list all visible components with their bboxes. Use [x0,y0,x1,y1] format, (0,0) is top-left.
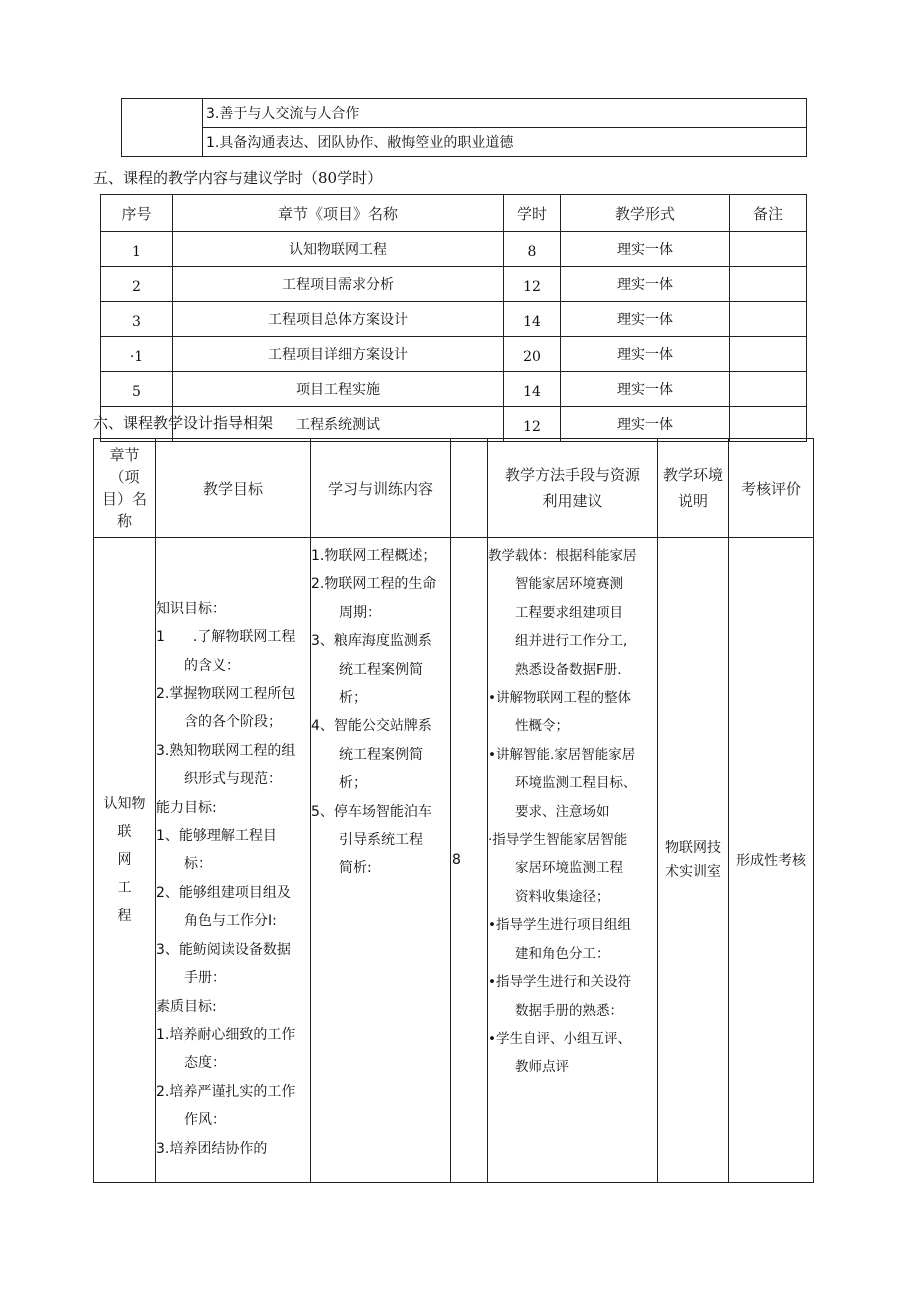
guide-env-line: 术实训室 [665,864,721,880]
schedule-hours: 20 [504,337,561,372]
table-row [101,232,807,267]
guide-content-list [311,542,450,883]
guide-header-assess: 考核评价 [729,439,814,538]
guide-header-method [488,439,658,538]
schedule-no: 2 [101,267,173,302]
guide-chapter-cell [94,538,156,1183]
schedule-hours: 14 [504,372,561,407]
method-line: 教师点评 [488,1059,569,1076]
method-line: 智能家居环境赛测 [488,576,623,593]
schedule-form: 理实一体 [561,232,730,267]
content-line: 5、停车场智能泊车 [311,803,432,820]
content-line: 统工程案例简 [311,746,423,763]
guide-assess-cell: 形成性考核 [729,538,814,1183]
content-line: 简析: [311,860,372,877]
goal-line: 素质目标: [156,998,217,1015]
guide-header-chapter-line: 称 [116,512,132,530]
schedule-form: 理实一体 [561,267,730,302]
goal-line: 1.培养耐心细致的工作 [156,1026,296,1043]
schedule-header-no: 序号 [101,195,173,232]
goal-line: 3.培养团结协作的 [156,1140,268,1157]
section5-title: 五、课程的教学内容与建议学时（80学时） [93,169,383,187]
goal-line: 手册： [156,970,226,987]
guide-header-content: 学习与训练内容 [311,439,451,538]
content-line: 周期： [311,604,381,621]
schedule-hours: 12 [504,407,561,442]
method-line: 熟悉设备数据F册. [488,661,622,678]
schedule-form: 理实一体 [561,302,730,337]
goal-line: 织形式与现范： [156,771,282,788]
schedule-name: 工程系统测试 [173,407,504,442]
goal-line [156,566,310,594]
schedule-name: 认知物联网工程 [173,232,504,267]
method-line: 组并进行工作分工, [488,633,628,650]
guide-goal-cell [156,538,311,1183]
goal-line: 1、能够理解工程目 [156,828,277,845]
goal-line: 作风： [156,1112,226,1129]
schedule-name: 项目工程实施 [173,372,504,407]
top-table-label-cell [122,99,203,157]
guide-header-method-line: 利用建议 [542,492,603,510]
schedule-header-form: 教学形式 [561,195,730,232]
schedule-form: 理实一体 [561,407,730,442]
method-line: 环境监测工程目标、 [488,775,637,792]
method-line: 教学载体：根据科能家居 [488,548,637,564]
method-line: •讲解智能.家居智能家居 [488,746,636,763]
guide-header-row [94,439,814,538]
goal-line: 3、能鲂阅读设备数据 [156,941,291,958]
guide-table [93,438,814,1183]
guide-env-line: 物联网技 [665,840,721,856]
method-line: 建和角色分工： [488,945,610,962]
table-row [101,267,807,302]
table-row [101,302,807,337]
table-row [101,337,807,372]
guide-header-env-line: 说明 [677,492,708,510]
schedule-note [730,372,807,407]
guide-header-goal: 教学目标 [156,439,311,538]
schedule-note [730,302,807,337]
schedule-header-name: 章节《项目》名称 [173,195,504,232]
schedule-form: 理实一体 [561,372,730,407]
schedule-hours: 8 [504,232,561,267]
schedule-note [730,407,807,442]
goal-line: 1 .了解物联网工程 [156,629,296,646]
guide-method-cell [488,538,658,1183]
schedule-header-hours: 学时 [504,195,561,232]
goal-line: 态度： [156,1055,226,1072]
goal-line: 2、能够组建项目组及 [156,884,291,901]
method-line: •讲解物联网工程的整体 [488,690,631,707]
goal-line: 能力目标: [156,799,217,816]
goal-line: 的含义： [156,657,240,674]
guide-header-env [658,439,729,538]
top-table-row-1: 3.善于与人交流与人合作 [203,99,807,128]
goal-line: 标： [156,856,212,873]
content-line: 统工程案例简 [311,661,423,678]
guide-chapter-line: 联 [117,824,132,840]
content-line: 2.物联网工程的生命 [311,576,437,593]
method-line: 资料收集途径； [488,888,610,905]
guide-header-hours [451,439,488,538]
schedule-note [730,267,807,302]
schedule-table [100,194,807,442]
content-line: 1.物联网工程概述； [311,548,437,564]
method-line: 家居环境监测工程 [488,860,623,877]
method-line: •指导学生进行和关设符 [488,974,631,991]
method-line: ·指导学生智能家居智能 [488,832,628,849]
content-line: 3、粮库海度监测系 [311,633,432,650]
schedule-no: 3 [101,302,173,337]
guide-chapter-line: 认知物 [103,796,146,812]
table-row [101,372,807,407]
guide-chapter-line: 程 [117,908,132,924]
schedule-hours: 12 [504,267,561,302]
schedule-header-row [101,195,807,232]
method-line: 数据手册的熟悉： [488,1002,623,1019]
schedule-no: ·1 [101,337,173,372]
guide-chapter-line: 工 [117,880,132,896]
schedule-no: 5 [101,372,173,407]
goal-line: 2.掌握物联网工程所包 [156,686,296,703]
goal-line [156,538,310,566]
guide-header-chapter [94,439,156,538]
top-table-row-2: 1.具备沟通表达、团队协作、敝悔箜业的职业道德 [203,128,807,157]
schedule-note [730,232,807,267]
schedule-no: 1 [101,232,173,267]
section6-title: 六、课程教学设计指导相架 [93,414,274,432]
method-line: 要求、注意场如 [488,803,610,820]
content-line: 析； [311,690,367,707]
schedule-hours: 14 [504,302,561,337]
goal-line: 知识目标： [156,600,226,617]
guide-hours-cell: 8 [451,538,488,1183]
top-table [121,98,807,157]
content-line: 引导系统工程 [311,832,423,849]
goal-line: 角色与工作分I: [156,913,277,930]
content-line: 析； [311,775,367,792]
schedule-header-note: 备注 [730,195,807,232]
method-line: 性概令； [488,718,569,735]
schedule-name: 工程项目详细方案设计 [173,337,504,372]
schedule-note [730,337,807,372]
guide-env-cell [658,538,729,1183]
guide-goal-list [156,538,310,1163]
schedule-name: 工程项目需求分析 [173,267,504,302]
guide-chapter-line: 网 [117,852,132,868]
method-line: 工程要求组建项目 [488,604,623,621]
method-line: •指导学生进行项目组组 [488,917,631,934]
goal-line: 3.熟知物联网工程的组 [156,742,296,759]
guide-header-method-line: 教学方法手段与资源 [504,466,640,484]
goal-line: 2.培养严谨扎实的工作 [156,1083,296,1100]
guide-method-list [488,542,657,1082]
method-line: •学生自评、小组互评、 [488,1030,631,1047]
guide-header-chapter-line: （项 [109,468,140,486]
content-line: 4、智能公交站牌系 [311,718,432,735]
table-row [94,538,814,1183]
guide-header-chapter-line: 目）名 [101,490,147,508]
guide-header-chapter-line: 章节 [109,446,140,464]
guide-content-cell [311,538,451,1183]
schedule-name: 工程项目总体方案设计 [173,302,504,337]
guide-header-env-line: 教学环境 [662,466,723,484]
goal-line: 含的各个阶段； [156,714,282,731]
schedule-form: 理实一体 [561,337,730,372]
